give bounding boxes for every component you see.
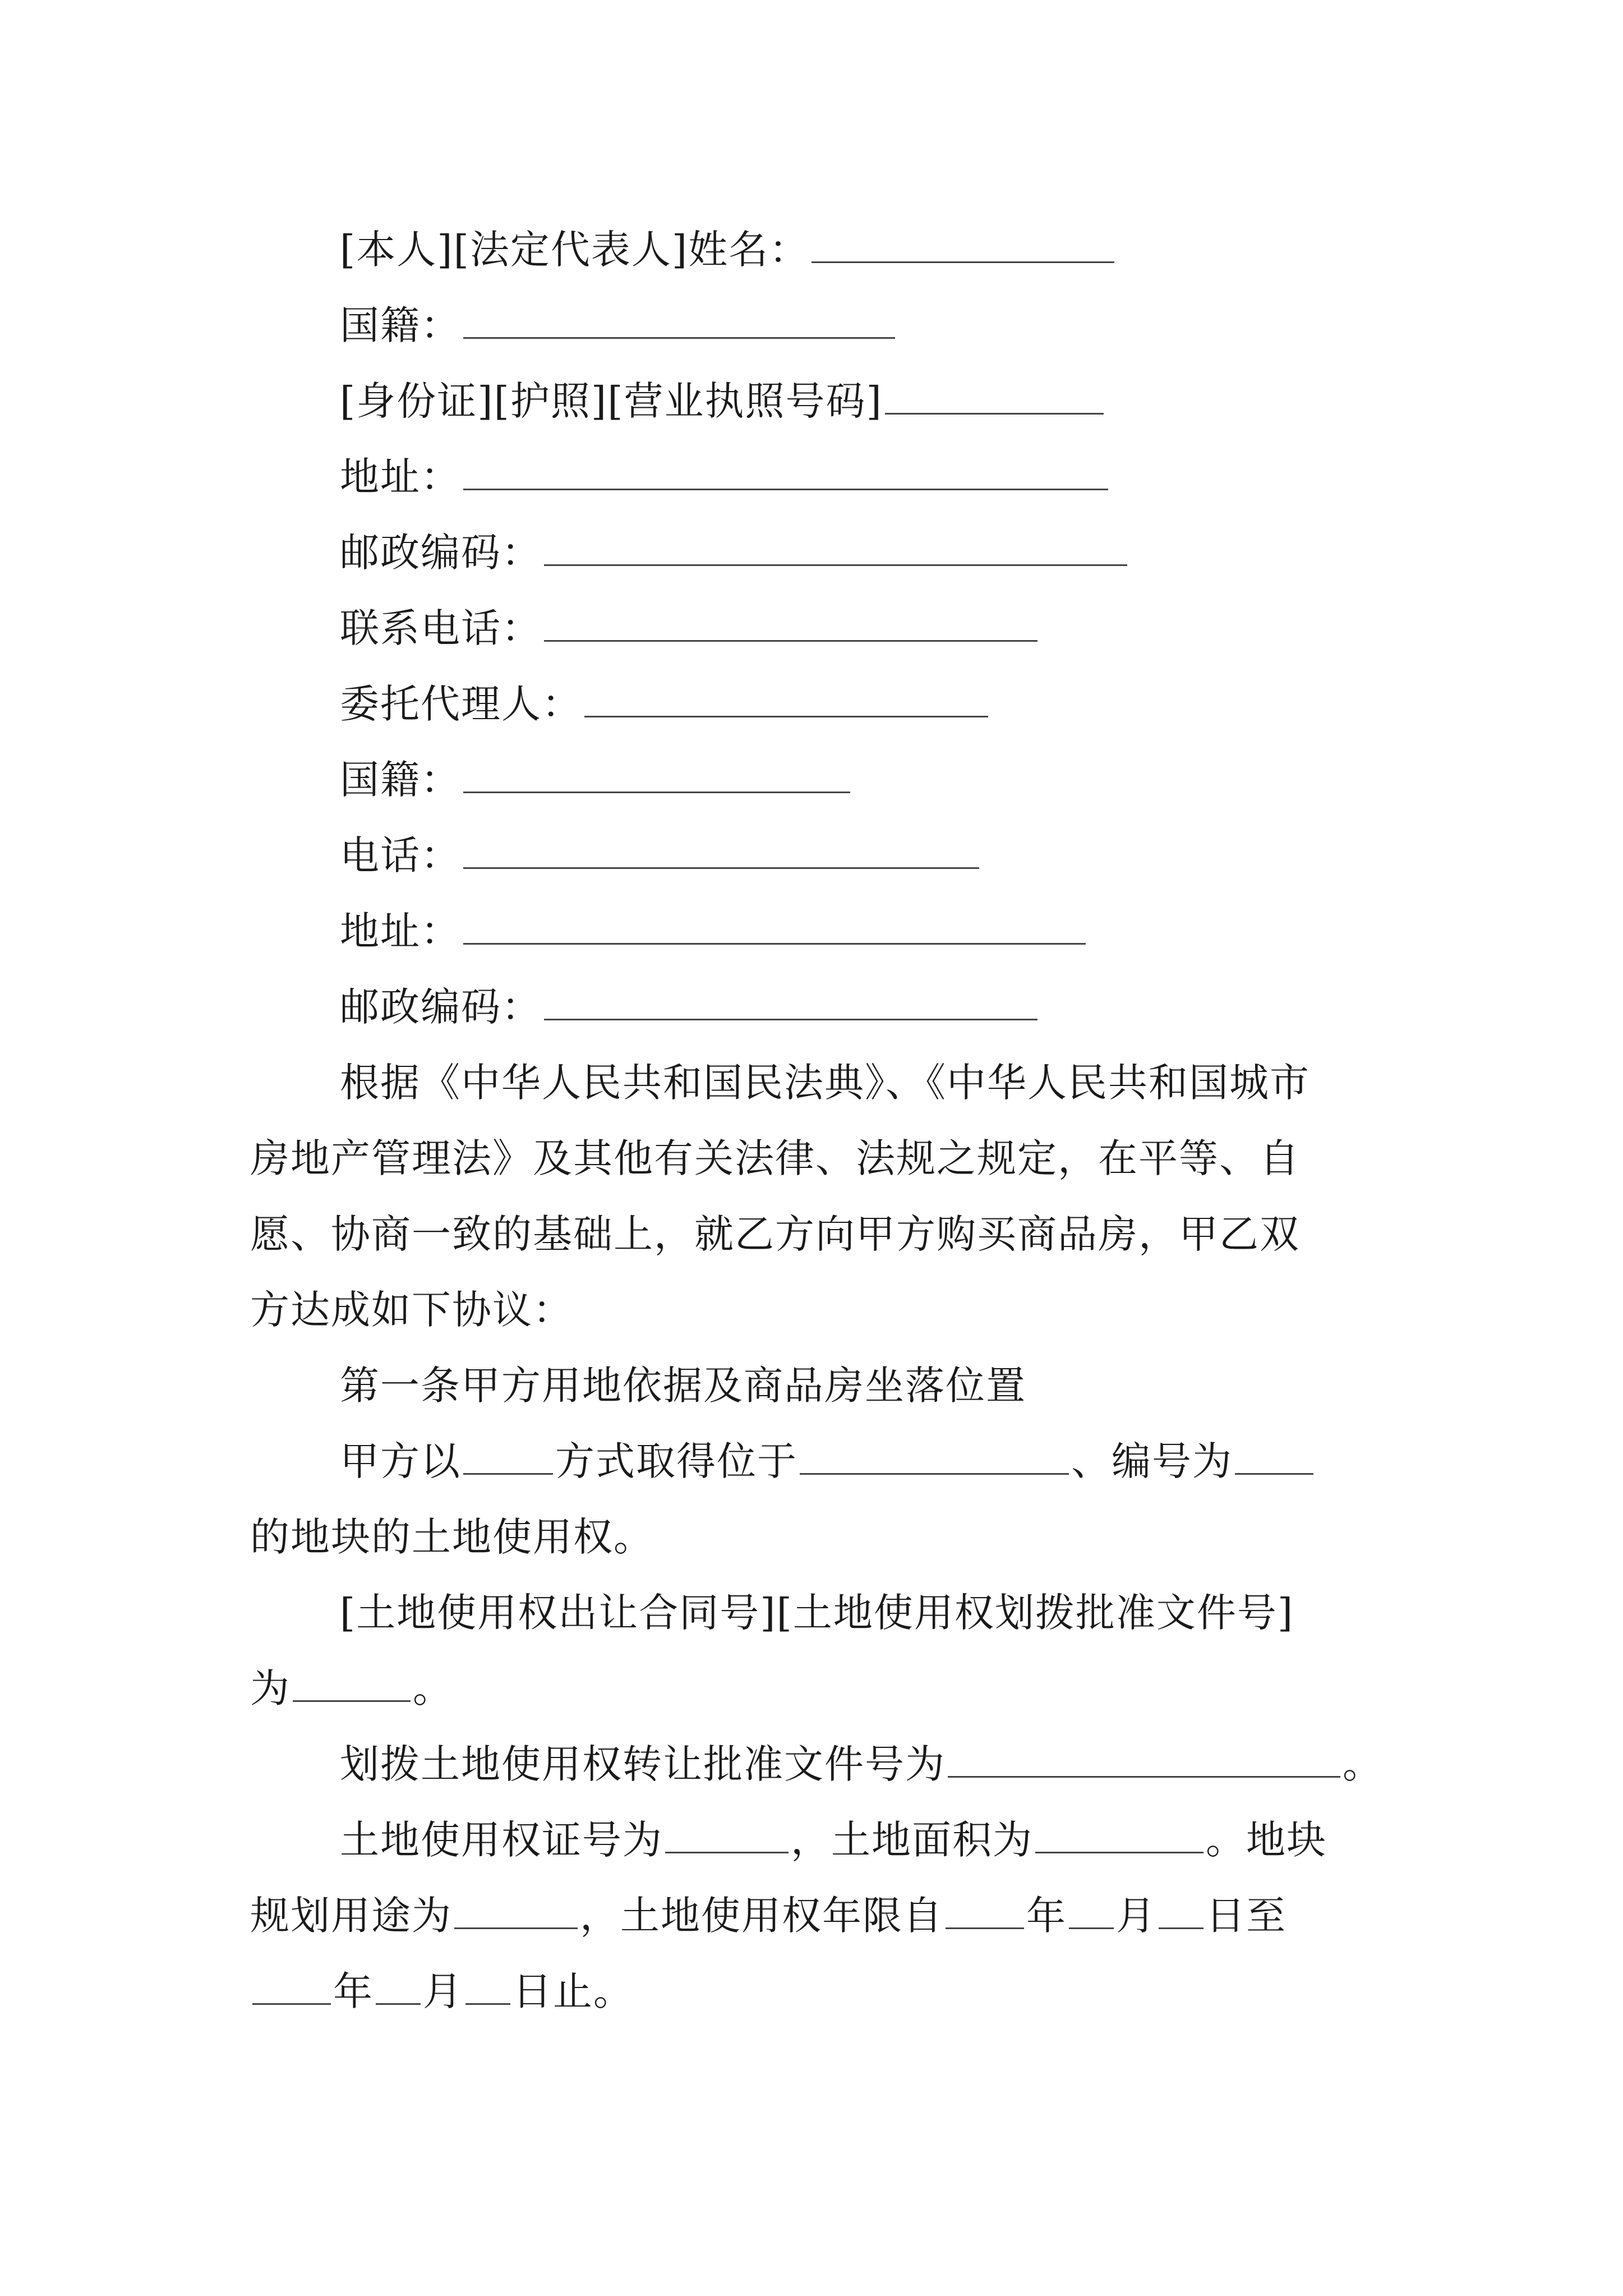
certificate-number-blank[interactable]: [665, 1814, 789, 1853]
end-year-blank[interactable]: [252, 1965, 331, 2005]
postcode-field-row: [0, 524, 1623, 581]
acquire-text-1: 甲方以: [340, 1438, 461, 1484]
transfer-approval-line: [0, 1736, 1623, 1792]
preamble-line-3: 愿、协商一致的基础上，就乙方向甲方购买商品房，甲乙双: [250, 1211, 1300, 1257]
contract-number-text: 为: [250, 1665, 291, 1711]
end-day-label: 日止。: [513, 1968, 634, 2014]
end-year-label: 年: [333, 1968, 374, 2014]
land-area-blank[interactable]: [1035, 1814, 1204, 1853]
phone-blank[interactable]: [544, 602, 1038, 642]
agent-address-field-label: 地址：: [340, 908, 461, 954]
agent-address-field-row: [0, 903, 1623, 959]
plot-number-blank[interactable]: [1235, 1435, 1313, 1475]
name-field-label: [本人][法定代表人]姓名：: [340, 227, 810, 273]
certificate-text-2: ，土地面积为: [791, 1817, 1033, 1863]
start-year-blank[interactable]: [946, 1889, 1024, 1929]
nationality-blank[interactable]: [463, 299, 895, 339]
agent-phone-field-row: [0, 827, 1623, 884]
agent-phone-field-label: 电话：: [340, 832, 461, 878]
preamble-line-1: 根据《中华人民共和国民法典》、《中华人民共和国城市: [340, 1060, 1310, 1106]
land-location-blank[interactable]: [800, 1435, 1069, 1475]
contract-number-line: [土地使用权出让合同号][土地使用权划拨批准文件号]: [340, 1590, 1294, 1636]
land-acquisition-line: [0, 1433, 1623, 1489]
agent-nationality-field-row: [0, 752, 1623, 808]
certificate-text-1: 土地使用权证号为: [340, 1817, 663, 1863]
term-month-label: 月: [1116, 1893, 1156, 1939]
agent-phone-blank[interactable]: [463, 829, 979, 869]
nationality-field-label: 国籍：: [340, 302, 461, 348]
planned-use-blank[interactable]: [454, 1889, 578, 1929]
article-1-heading: 第一条甲方用地依据及商品房坐落位置: [340, 1363, 1026, 1409]
phone-field-row: [0, 600, 1623, 656]
agent-postcode-blank[interactable]: [544, 981, 1038, 1020]
nationality-field-row: [0, 297, 1623, 353]
agent-postcode-field-label: 邮政编码：: [340, 984, 542, 1030]
agent-blank[interactable]: [584, 678, 988, 717]
land-use-term-line: [0, 1888, 1623, 1944]
term-text-1: 规划用途为: [250, 1893, 452, 1939]
address-blank[interactable]: [463, 450, 1108, 490]
agent-field-label: 委托代理人：: [340, 681, 582, 727]
end-month-label: 月: [423, 1968, 463, 2014]
postcode-blank[interactable]: [544, 526, 1127, 566]
end-day-blank[interactable]: [465, 1965, 510, 2005]
address-field-label: 地址：: [340, 454, 461, 500]
agent-postcode-field-row: [0, 979, 1623, 1035]
contract-number-end: 。: [413, 1665, 453, 1711]
contract-number-blank[interactable]: [293, 1662, 411, 1702]
transfer-approval-end: 。: [1343, 1741, 1383, 1787]
preamble-line-4: 方达成如下协议：: [250, 1287, 573, 1333]
phone-field-label: 联系电话：: [340, 605, 542, 651]
agent-address-blank[interactable]: [463, 905, 1086, 945]
transfer-approval-text: 划拨土地使用权转让批准文件号为: [340, 1741, 946, 1787]
agent-nationality-field-label: 国籍：: [340, 757, 461, 803]
acquire-text-2: 方式取得位于: [555, 1438, 797, 1484]
agent-nationality-blank[interactable]: [463, 753, 850, 793]
land-acquisition-line-2: 的地块的土地使用权。: [250, 1514, 654, 1560]
agent-field-row: [0, 676, 1623, 732]
postcode-field-label: 邮政编码：: [340, 530, 542, 576]
id-number-field-row: [0, 373, 1623, 429]
start-month-blank[interactable]: [1069, 1889, 1114, 1929]
transfer-approval-blank[interactable]: [948, 1738, 1340, 1778]
name-blank[interactable]: [811, 223, 1114, 263]
id-number-blank[interactable]: [885, 375, 1104, 415]
land-use-term-line-2: [0, 1963, 1623, 2019]
acquisition-method-blank[interactable]: [463, 1435, 553, 1475]
name-field-row: [0, 222, 1623, 278]
start-day-blank[interactable]: [1159, 1889, 1204, 1929]
acquire-text-3: 、编号为: [1071, 1438, 1233, 1484]
term-year-label: 年: [1026, 1893, 1067, 1939]
land-certificate-line: [0, 1812, 1623, 1868]
end-month-blank[interactable]: [376, 1965, 421, 2005]
certificate-text-3: 。地块: [1206, 1817, 1327, 1863]
contract-number-line-2: [0, 1660, 1623, 1717]
term-day-to-label: 日至: [1206, 1893, 1287, 1939]
address-field-row: [0, 449, 1623, 505]
id-number-field-label: [身份证][护照][营业执照号码]: [340, 378, 883, 424]
term-text-2: ，土地使用权年限自: [580, 1893, 943, 1939]
preamble-line-2: 房地产管理法》及其他有关法律、法规之规定，在平等、自: [250, 1135, 1300, 1181]
